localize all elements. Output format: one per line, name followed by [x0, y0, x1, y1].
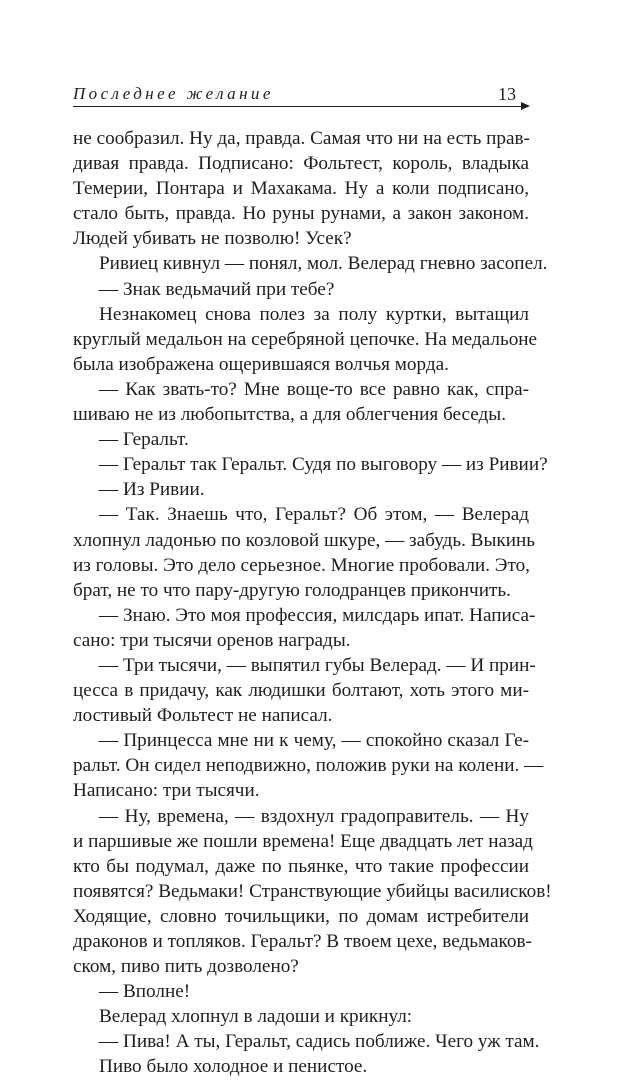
header-rule [73, 106, 521, 107]
text-line: была изображена ощерившаяся волчья морда. [73, 353, 449, 375]
text-line: — Из Ривии. [99, 479, 205, 501]
text-line: Велерад хлопнул в ладоши и крикнул: [99, 1006, 413, 1028]
text-line: Пиво было холодное и пенистое. [99, 1056, 368, 1078]
text-line: круглый медальон на серебряной цепочке. На медальоне [73, 328, 538, 350]
text-line: Написано: три тысячи. [73, 780, 260, 802]
text-line: появятся? Ведьмаки! Странствующие убийцы василисков! [73, 880, 552, 902]
text-line: сано: три тысячи оренов награды. [73, 629, 351, 651]
text-line: Незнакомец снова полез за полу куртки, вытащил [99, 303, 529, 325]
text-line: брат, не то что пару-другую голодранцев прикончить. [73, 579, 511, 601]
book-title: Последнее желание [73, 84, 274, 103]
text-line: — Знак ведьмачий при тебе? [99, 278, 335, 300]
running-header [73, 84, 529, 110]
text-line: Людей убивать не позволю! Усек? [73, 228, 352, 250]
text-line: Ходящие, словно точильщики, по домам истребители [73, 905, 529, 927]
text-line: хлопнул ладонью по козловой шкуре, — забудь. Выкинь [73, 529, 535, 551]
text-line: ском, пиво пить дозволено? [73, 956, 299, 978]
text-line: — Три тысячи, — выпятил губы Велерад. — И прин- [99, 654, 536, 676]
text-line: — Принцесса мне ни к чему, — спокойно сказал Ге- [99, 730, 529, 752]
text-line: цесса в придачу, как людишки болтают, хоть этого ми- [73, 680, 529, 702]
text-line: лостивый Фольтест не написал. [73, 705, 333, 727]
text-line: стало быть, правда. Но руны рунами, а закон законом. [73, 203, 529, 225]
text-line: — Пива! А ты, Геральт, садись поближе. Чего уж там. [99, 1031, 540, 1053]
text-line: Ривиец кивнул — понял, мол. Велерад гневно засопел. [99, 253, 548, 275]
text-line: шиваю не из любопытства, а для облегчения беседы. [73, 404, 506, 426]
text-line: кто бы подумал, даже по пьянке, что такие профессии [73, 855, 529, 877]
arrow-icon [521, 102, 530, 110]
text-line: — Так. Знаешь что, Геральт? Об этом, — Велерад [99, 504, 529, 526]
text-line: и паршивые же пошли времена! Еще двадцать лет назад [73, 830, 533, 852]
text-line: — Геральт. [99, 429, 189, 451]
text-line: — Вполне! [99, 981, 191, 1003]
text-line: ральт. Он сидел неподвижно, положив руки на колени. — [73, 755, 544, 777]
text-line: — Ну, времена, — вздохнул градоправитель. — Ну [99, 805, 529, 827]
text-line: — Знаю. Это моя профессия, милсдарь ипат. Написа- [99, 604, 536, 626]
body-text [73, 126, 552, 1080]
text-line: драконов и топляков. Геральт? В твоем цехе, ведьмаков- [73, 931, 532, 952]
text-line: из головы. Это дело серьезное. Многие пробовали. Это, [73, 554, 530, 576]
page-number: 13 [498, 84, 516, 104]
text-line: Темерии, Понтара и Махакама. Ну а коли подписано, [73, 178, 529, 200]
text-line: — Геральт так Геральт. Судя по выговору — из Ривии? [99, 454, 548, 476]
text-line: — Как звать-то? Мне воще-то все равно как, спра- [99, 378, 529, 400]
text-line: не сообразил. Ну да, правда. Самая что ни на есть прав- [73, 128, 530, 149]
text-line: дивая правда. Подписано: Фольтест, король, владыка [73, 153, 529, 175]
